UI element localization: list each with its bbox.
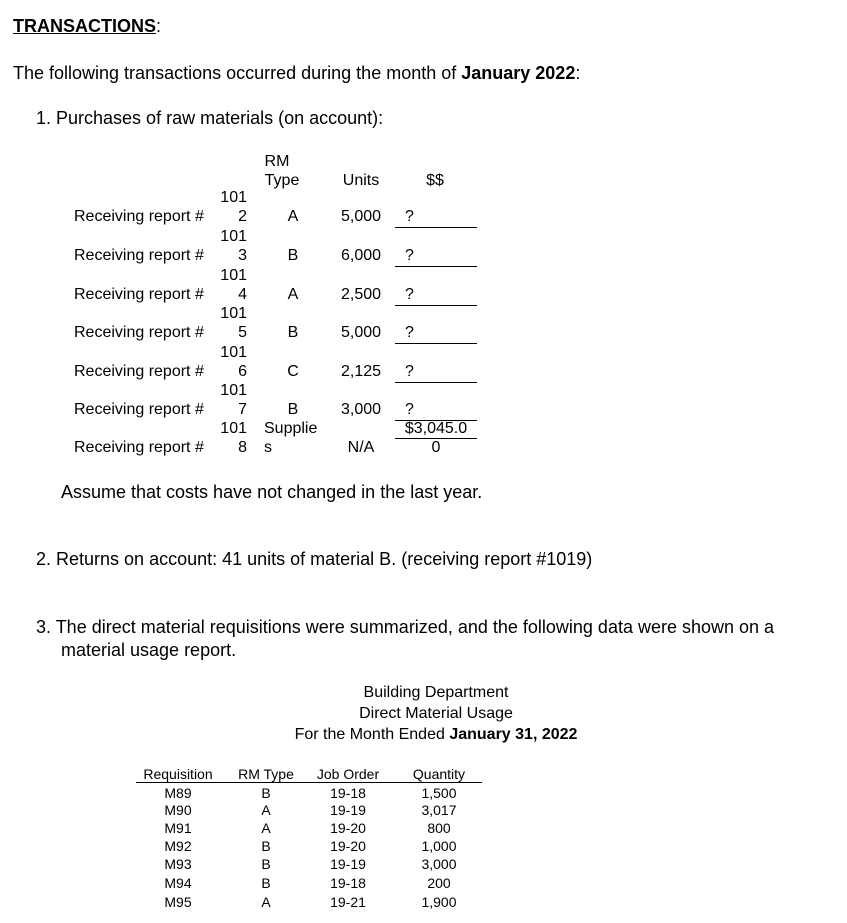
job-order-cell: 19-20 bbox=[330, 820, 366, 836]
requisition-cell: M92 bbox=[164, 838, 192, 854]
intro-text bbox=[13, 63, 580, 84]
report-number-top: 101 bbox=[220, 305, 247, 322]
amount-top: $3,045.0 bbox=[404, 420, 468, 437]
rm-type-value: A bbox=[287, 286, 299, 303]
usage-header-rule bbox=[136, 782, 482, 783]
rm-type-cell: B bbox=[261, 785, 271, 801]
amount-value: ? bbox=[405, 247, 414, 264]
report-number-bottom: 7 bbox=[238, 401, 247, 418]
rm-type-header: RM Type bbox=[238, 766, 294, 782]
job-order-cell: 19-18 bbox=[330, 875, 366, 891]
receiving-report-label: Receiving report # bbox=[74, 363, 204, 380]
quantity-cell: 1,000 bbox=[421, 838, 457, 854]
requisition-cell: M91 bbox=[164, 820, 192, 836]
rm-type-bottom: s bbox=[264, 439, 272, 456]
report-number-top: 101 bbox=[220, 228, 247, 245]
units-value: N/A bbox=[347, 439, 375, 456]
units-header: Units bbox=[342, 172, 380, 189]
rm-type-value: C bbox=[287, 363, 299, 380]
requisition-cell: M89 bbox=[164, 785, 192, 801]
job-order-cell: 19-18 bbox=[330, 785, 366, 801]
rm-type-value: B bbox=[287, 401, 299, 418]
report-period-date: January 31, 2022 bbox=[449, 726, 578, 743]
job-order-header: Job Order bbox=[316, 766, 380, 782]
intro-month: January 2022 bbox=[461, 63, 576, 83]
units-value: 5,000 bbox=[340, 208, 382, 225]
report-number-top: 101 bbox=[220, 382, 247, 399]
units-value: 2,500 bbox=[340, 286, 382, 303]
item3-line2: material usage report. bbox=[61, 640, 237, 660]
job-order-cell: 19-19 bbox=[330, 856, 366, 872]
job-order-cell: 19-19 bbox=[330, 802, 366, 818]
requisition-cell: M90 bbox=[164, 802, 192, 818]
amount-value: ? bbox=[405, 324, 414, 341]
rm-type-cell: B bbox=[261, 875, 271, 891]
receiving-report-label: Receiving report # bbox=[74, 439, 204, 456]
amount-underline bbox=[395, 227, 477, 228]
receiving-report-label: Receiving report # bbox=[74, 208, 204, 225]
rm-type-value: B bbox=[287, 324, 299, 341]
report-number-bottom: 5 bbox=[238, 324, 247, 341]
amount-value: ? bbox=[405, 208, 414, 225]
receiving-report-label: Receiving report # bbox=[74, 247, 204, 264]
item1-label: 1. Purchases of raw materials (on account): bbox=[36, 108, 384, 128]
quantity-cell: 200 bbox=[427, 875, 451, 891]
quantity-cell: 1,500 bbox=[421, 785, 457, 801]
units-value: 6,000 bbox=[340, 247, 382, 264]
receiving-report-label: Receiving report # bbox=[74, 401, 204, 418]
report-number-bottom: 3 bbox=[238, 247, 247, 264]
receiving-report-label: Receiving report # bbox=[74, 324, 204, 341]
report-period-prefix: For the Month Ended bbox=[294, 726, 450, 743]
quantity-cell: 800 bbox=[427, 820, 451, 836]
units-value: 2,125 bbox=[340, 363, 382, 380]
job-order-cell: 19-20 bbox=[330, 838, 366, 854]
rm-type-top: Supplie bbox=[264, 420, 318, 437]
rm-type-value: B bbox=[287, 247, 299, 264]
requisition-header: Requisition bbox=[143, 766, 213, 782]
rm-type-header-line2: Type bbox=[264, 172, 300, 189]
requisition-cell: M94 bbox=[164, 875, 192, 891]
rm-type-cell: A bbox=[261, 820, 271, 836]
report-number-top: 101 bbox=[220, 189, 247, 206]
item1-note: Assume that costs have not changed in the last year. bbox=[61, 482, 483, 502]
intro-prefix: The following transactions occurred during the month of bbox=[13, 63, 462, 83]
page-heading bbox=[13, 16, 161, 37]
rm-type-cell: A bbox=[261, 802, 271, 818]
report-number-bottom: 6 bbox=[238, 363, 247, 380]
quantity-header: Quantity bbox=[412, 766, 466, 782]
requisition-cell: M93 bbox=[164, 856, 192, 872]
item3-line1: 3. The direct material requisitions were summarized, and the following data were shown on a bbox=[36, 617, 775, 637]
quantity-cell: 3,000 bbox=[421, 856, 457, 872]
rm-type-cell: A bbox=[261, 894, 271, 910]
report-number-top: 101 bbox=[220, 267, 247, 284]
amount-header: $$ bbox=[426, 172, 444, 189]
intro-suffix: : bbox=[575, 63, 581, 83]
rm-type-value: A bbox=[287, 208, 299, 225]
heading-title: TRANSACTIONS bbox=[13, 16, 156, 36]
quantity-cell: 3,017 bbox=[421, 802, 457, 818]
item2-label: 2. Returns on account: 41 units of material B. (receiving report #1019) bbox=[36, 549, 593, 569]
amount-underline bbox=[395, 305, 477, 306]
report-number-top: 101 bbox=[220, 420, 247, 437]
job-order-cell: 19-21 bbox=[330, 894, 366, 910]
quantity-cell: 1,900 bbox=[421, 894, 457, 910]
report-title: Building Department bbox=[363, 684, 509, 701]
rm-type-cell: B bbox=[261, 838, 271, 854]
amount-underline bbox=[395, 343, 477, 344]
amount-value: ? bbox=[405, 363, 414, 380]
rm-type-cell: B bbox=[261, 856, 271, 872]
report-subtitle: Direct Material Usage bbox=[359, 705, 513, 722]
requisition-cell: M95 bbox=[164, 894, 192, 910]
amount-value: ? bbox=[405, 401, 414, 418]
amount-underline bbox=[395, 266, 477, 267]
report-number-bottom: 8 bbox=[238, 439, 247, 456]
amount-bottom: 0 bbox=[431, 439, 441, 456]
heading-colon: : bbox=[156, 16, 162, 36]
amount-value: ? bbox=[405, 286, 414, 303]
report-number-bottom: 2 bbox=[238, 208, 247, 225]
report-number-bottom: 4 bbox=[238, 286, 247, 303]
units-value: 3,000 bbox=[340, 401, 382, 418]
report-number-top: 101 bbox=[220, 344, 247, 361]
amount-underline bbox=[395, 382, 477, 383]
units-value: 5,000 bbox=[340, 324, 382, 341]
rm-type-header-line1: RM bbox=[264, 153, 290, 170]
receiving-report-label: Receiving report # bbox=[74, 286, 204, 303]
report-period bbox=[236, 726, 636, 744]
